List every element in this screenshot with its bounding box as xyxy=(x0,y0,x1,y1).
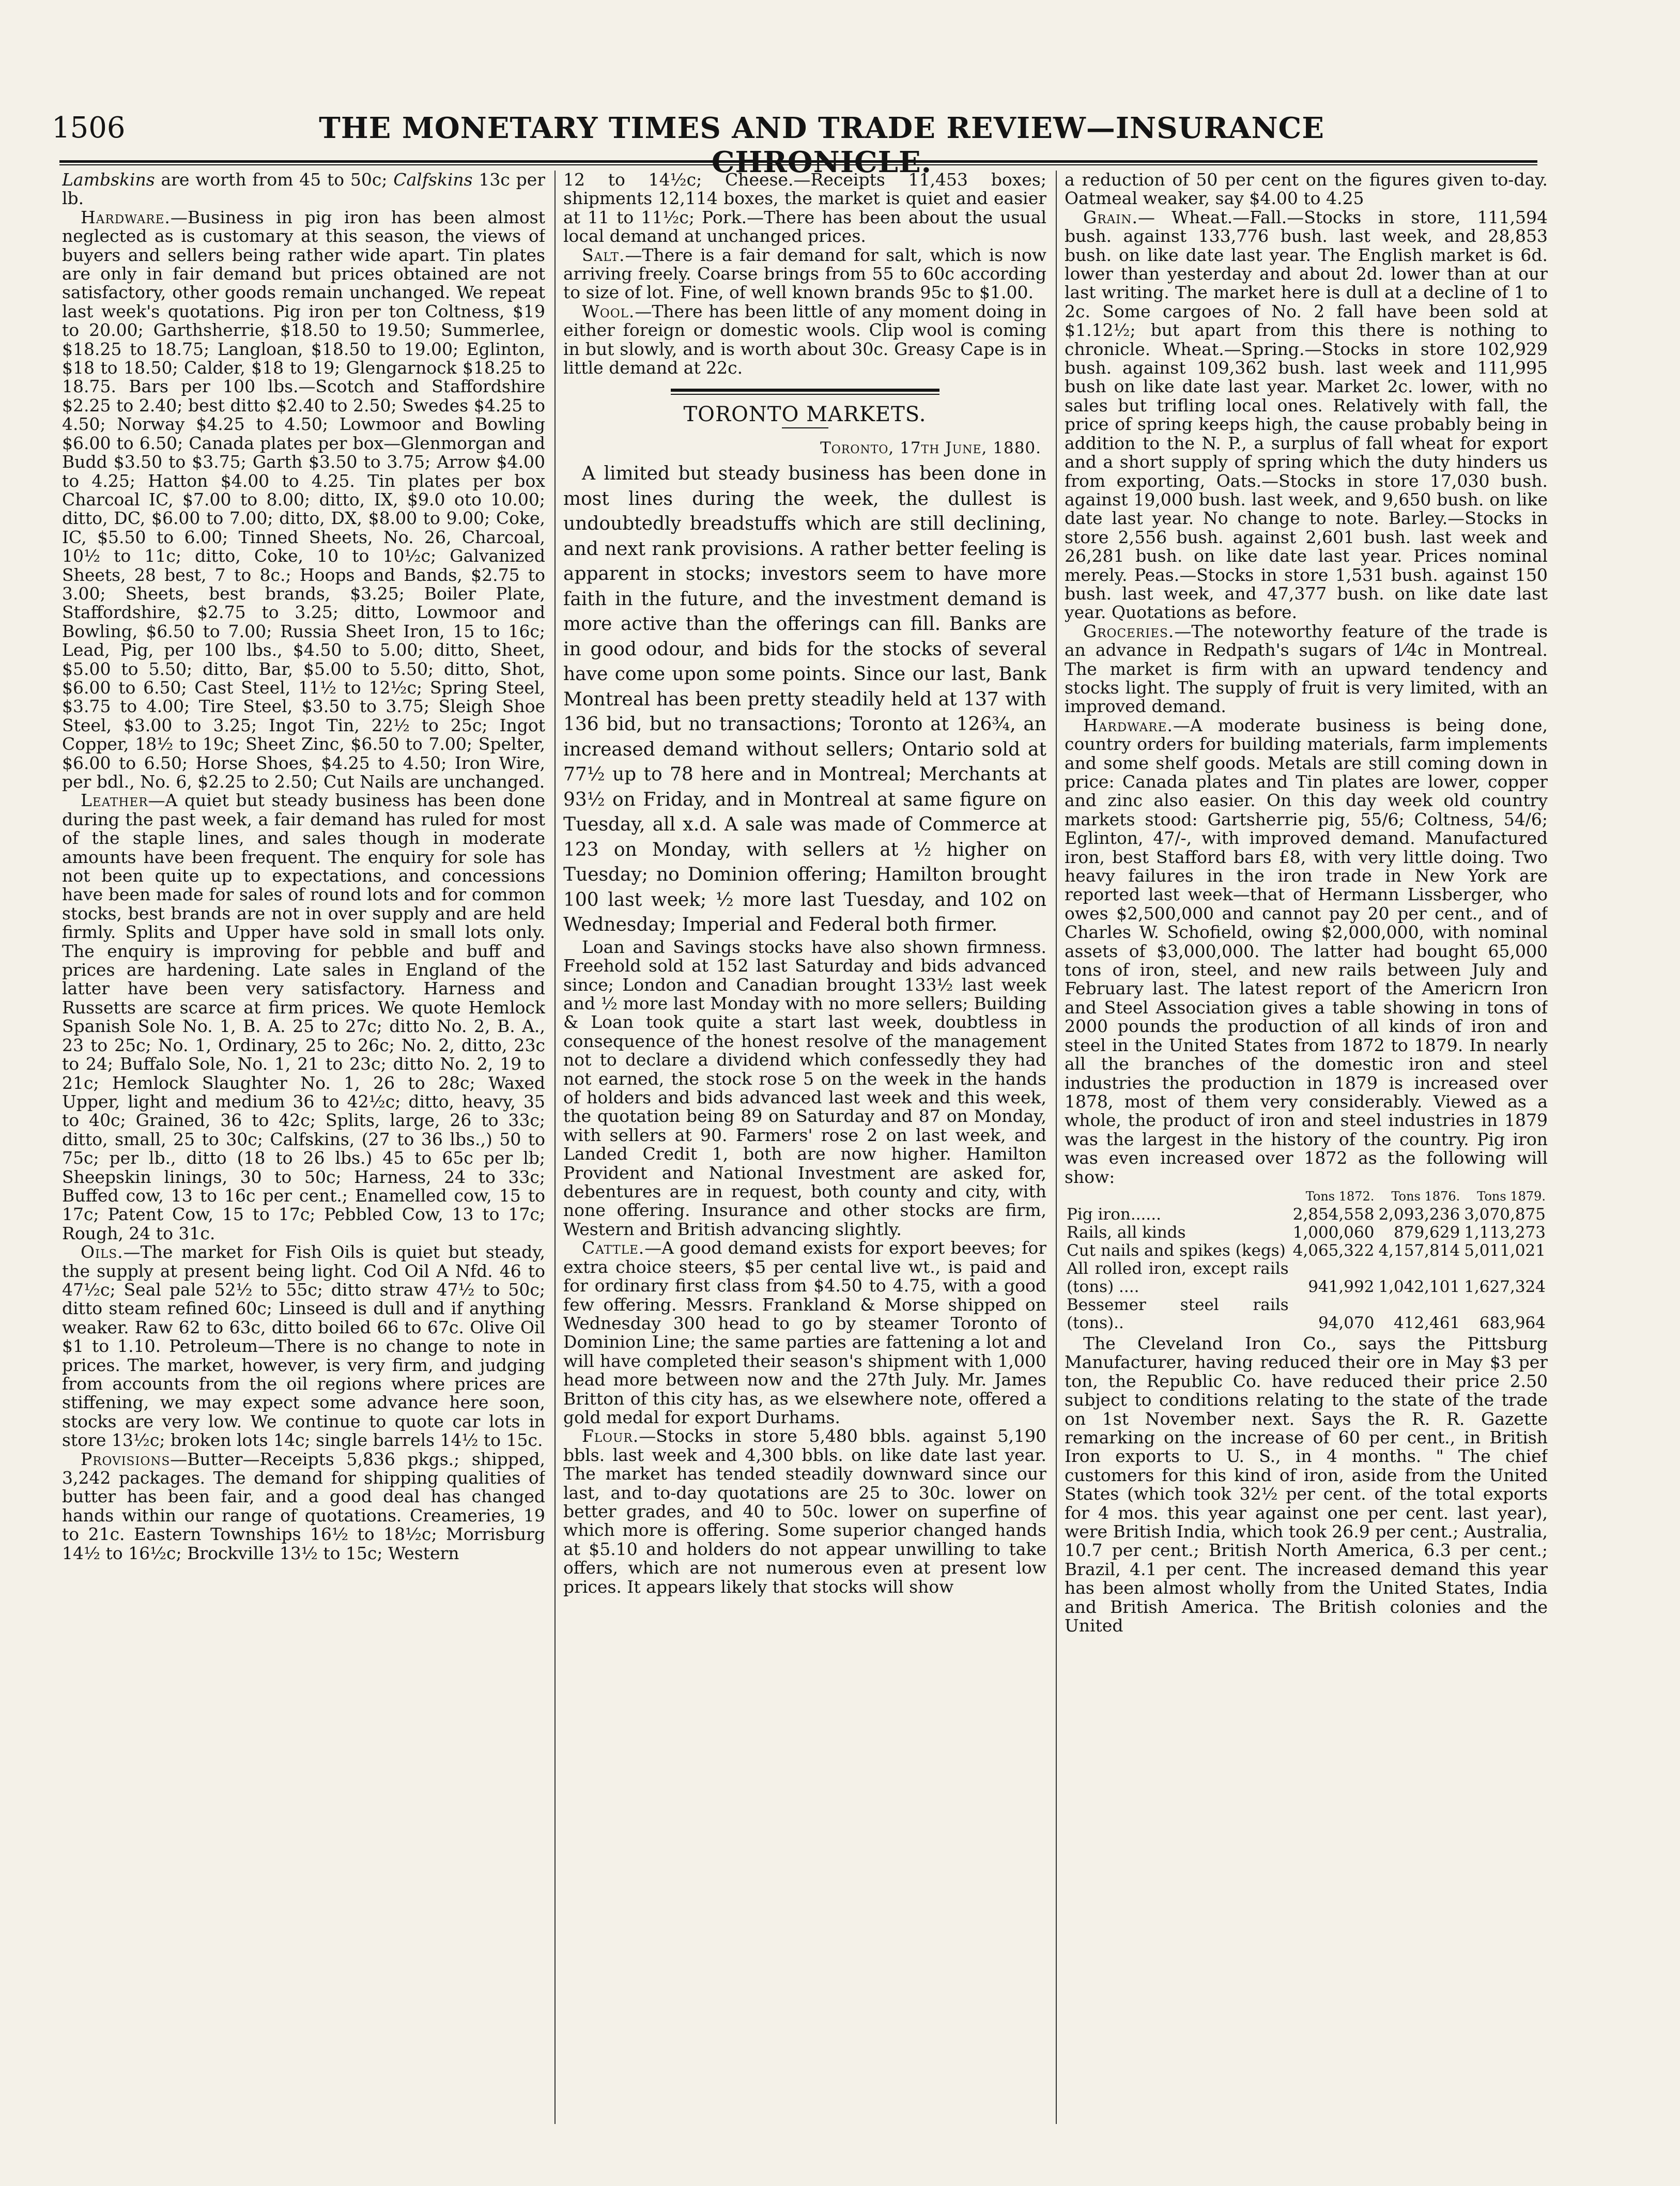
groceries-paragraph xyxy=(1065,622,1548,716)
cell-1876: 412,461 xyxy=(1394,1313,1460,1332)
hardware-toronto-heading: Hardware. xyxy=(1083,715,1173,735)
lambskins-text: are worth from 45 to 50c; xyxy=(155,171,394,190)
table-header: Tons 1876. xyxy=(1391,1189,1460,1204)
row-label: Bessemer steel rails (tons).. xyxy=(1067,1295,1289,1332)
cell-1879: 683,964 xyxy=(1479,1313,1546,1332)
cell-1876: 1,042,101 xyxy=(1378,1277,1460,1296)
cattle-body: —A good demand exists for export beeves; for extra choice steers, $5 per cental live wt., is paid and for ordinary first class from $4.50 to 4.75, with a good few offering. Messrs. Frankland & Morse shipped on Wednesday 300 head to go by steamer Toronto of Dominion Line; the same parties are fattening a lot and will have completed their season's shipment with 1,000 head more between now and the 27th July. Mr. James Britton of this city has, as we elsewhere note, offered a gold medal for export Durhams. xyxy=(563,1238,1046,1427)
running-title: THE MONETARY TIMES AND TRADE REVIEW—INSURANCE CHRONICLE. xyxy=(319,111,1324,179)
groceries-body: —The noteworthy feature of the trade is an advance in Redpath's sugars of 1⁄4c in Montreal. The market is firm with an upward tendency and stocks light. The supply of fruit is very limited, with an improved demand. xyxy=(1065,621,1548,717)
oils-paragraph xyxy=(62,1243,545,1450)
cattle-paragraph xyxy=(563,1239,1046,1427)
table-header: Tons 1879. xyxy=(1477,1189,1546,1204)
grain-body: — Wheat.—Fall.—Stocks in store, 111,594 bush. against 133,776 bush. last week, and 28,853 bush. on like date last year. The English market is 6d. lower than yesterday and about 2d. lower than at our last writing. The market here is dull at a decline of 1 to 2c. Some cargoes of No. 2 fall have been sold at $1.12½; but apart from this there is nothing to chronicle. Wheat.—Spring.—Stocks in store 102,929 bush. against 109,362 bush. last week and 111,995 bush on like date last year. Market 2c. lower, with no sales but trifling local ones. Relatively with fall, the price of spring keeps high, the cause probably being in addition to the N. P., a surplus of fall wheat for export and a short supply of spring which the duty hinders us from exporting, Oats.—Stocks in store 17,030 bush. against 19,000 bush. last week, and 9,650 bush. on like date last year. No change to note. Barley.—Stocks in store 2,556 bush. against 2,601 bush. last week and 26,281 bush. on like date last year. Prices nominal merely. Peas.—Stocks in store 1,531 bush. against 150 bush. last week, and 47,377 bush. on like date last year. Quotations as before. xyxy=(1065,207,1548,623)
hardware-toronto-paragraph xyxy=(1065,716,1548,1187)
salt-heading: Salt. xyxy=(582,244,625,265)
leather-paragraph xyxy=(62,791,545,1243)
table-row xyxy=(1065,1224,1548,1242)
column-divider xyxy=(554,171,556,2124)
toronto-paragraph-1: A limited but steady business has been done in most lines during the week, the dullest is undoubtedly breadstuffs which are still declining, and next rank provisions. A rather better feeling is apparent in stocks; investors seem to have more faith in the future, and the investment demand is more active than the offerings can fill. Banks are in good odour, and bids for the stocks of several have come upon some points. Since our last, Bank Montreal has been pretty steadily held at 137 with 136 bid, but no transactions; Toronto at 126¾, an increased demand without sellers; Ontario sold at 77½ up to 78 here and in Montreal; Merchants at 93½ on Friday, and in Montreal at same figure on Tuesday, all x.d. A sale was made of Commerce at 123 on Monday, with sellers at ½ higher on Tuesday; no Dominion offering; Hamilton brought 100 last week; ½ more last Tuesday, and 102 on Wednesday; Imperial and Federal both firmer. xyxy=(563,463,1046,936)
provisions-heading: Provisions xyxy=(81,1449,171,1469)
table-header: Tons 1872. xyxy=(1305,1189,1375,1204)
cell-1879: 3,070,875 xyxy=(1464,1205,1546,1224)
leather-body: —A quiet but steady business has been done during the past week, a fair demand has ruled for most of the staple lines, and sales though in moderate amounts have been frequent. The enquiry for sole has not been quite up to expectations, and concessions have been made for sales of round lots and for common stocks, best brands are not in over supply and are held firmly. Splits and Upper have sold in small lots only. The enquiry is improving for pebble and buff and prices are hardening. Late sales in England of the latter have been very satisfactory. Harness and Russetts are scarce at firm prices. We quote Hemlock Spanish Sole No. 1, B. A. 25 to 27c; ditto No. 2, B. A., 23 to 25c; No. 1, Ordinary, 25 to 26c; No. 2, ditto, 23c to 24; Buffalo Sole, No. 1, 21 to 23c; ditto No. 2, 19 to 21c; Hemlock Slaughter No. 1, 26 to 28c; Waxed Upper, light and medium 36 to 42½c; ditto, heavy, 35 to 40c; Grained, 36 to 42c; Splits, large, 26 to 33c; ditto, small, 25 to 30c; Calfskins, (27 to 36 lbs.,) 50 to 75c; per lb., ditto (18 to 26 lbs.) 45 to 65c per lb; Sheepskin linings, 30 to 50c; Harness, 24 to 33c; Buffed cow, 13 to 16c per cent.; Enamelled cow, 15 to 17c; Patent Cow, 15 to 17c; Pebbled Cow, 13 to 17c; Rough, 24 to 31c. xyxy=(62,790,545,1243)
lambskins-paragraph xyxy=(62,171,545,208)
wool-paragraph xyxy=(563,302,1046,378)
provisions-paragraph xyxy=(62,1450,545,1563)
oils-body: —The market for Fish Oils is quiet but steady, the supply at present being light. Cod Oil A Nfd. 46 to 47½c; Seal pale 52½ to 55c; ditto straw 47½ to 50c; ditto steam refined 60c; Linseed is dull and if anything weaker. Raw 62 to 63c, ditto boiled 66 to 67c. Olive Oil $1 to 1.10. Petroleum—There is no change to note in prices. The market, however, is very firm, and judging from accounts from the oil regions where prices are stiffening, we may expect some advance here soon, stocks are very low. We continue to quote car lots in store 13½c; broken lots 14c; single barrels 14½ to 15c. xyxy=(62,1242,545,1451)
hardware-paragraph xyxy=(62,208,545,792)
cell-1876: 4,157,814 xyxy=(1378,1241,1460,1260)
hardware-heading: Hardware. xyxy=(81,207,171,227)
row-label: Cut nails and spikes (kegs) xyxy=(1067,1241,1286,1260)
oils-heading: Oils. xyxy=(81,1242,124,1263)
hardware-body: —Business in pig iron has been almost neglected as is customary at this season, the views of buyers and sellers being rather wide apart. Tin plates are only in fair demand but prices obtained are not satisfactory, other goods remain unchanged. We repeat last week's quotations. Pig iron per ton Coltness, $19 to 20.00; Garthsherrie, $18.50 to 19.50; Summerlee, $18.25 to 18.75; Langloan, $18.50 to 19.00; Eglinton, $18 to 18.50; Calder, $18 to 19; Glengarnock $18.25 to 18.75. Bars per 100 lbs.—Scotch and Staffordshire $2.25 to 2.40; best ditto $2.40 to 2.50; Swedes $4.25 to 4.50; Norway $4.25 to 4.50; Lowmoor and Bowling $6.00 to 6.50; Canada plates per box—Glenmorgan and Budd $3.50 to $3.75; Garth $3.50 to 3.75; Arrow $4.00 to 4.25; Hatton $4.00 to 4.25. Tin plates per box Charcoal IC, $7.00 to 8.00; ditto, IX, $9.0 oto 10.00; ditto, DC, $6.00 to 7.00; ditto, DX, $8.00 to 9.00; Coke, IC, $5.50 to 6.00; Tinned Sheets, No. 26, Charcoal, 10½ to 11c; ditto, Coke, 10 to 10½c; Galvanized Sheets, 28 best, 7 to 8c.; Hoops and Bands, $2.75 to 3.00; Sheets, best brands, $3.25; Boiler Plate, Staffordshire, $2.75 to 3.25; ditto, Lowmoor and Bowling, $6.50 to 7.00; Russia Sheet Iron, 15 to 16c; Lead, Pig, per 100 lbs., $4.50 to 5.00; ditto, Sheet, $5.00 to 5.50; ditto, Bar, $5.00 to 5.50; ditto, Shot, $6.00 to 6.50; Cast Steel, 11½ to 12½c; Spring Steel, $3.75 to 4.00; Tire Steel, $3.50 to 3.75; Sleigh Shoe Steel, $3.00 to 3.25; Ingot Tin, 22½ to 25c; Ingot Copper, 18½ to 19c; Sheet Zinc, $6.50 to 7.00; Spelter, $6.00 to 6.50; Horse Shoes, $4.25 to 4.50; Iron Wire, per bdl., No. 6, $2.25 to 2.50; Cut Nails are unchanged. xyxy=(62,207,545,792)
groceries-heading: Groceries. xyxy=(1083,621,1175,641)
cell-1872: 4,065,322 xyxy=(1292,1241,1375,1260)
flour-heading: Flour. xyxy=(582,1426,639,1446)
dateline: Toronto, 17th June, 1880. xyxy=(820,438,1041,457)
lambskins-lead: Lambskins xyxy=(62,171,155,190)
title-rule xyxy=(782,427,828,428)
calfskins-text: 13c per lb. xyxy=(62,171,545,209)
page-number: 1506 xyxy=(52,111,126,145)
cell-1876: 879,629 xyxy=(1394,1223,1460,1242)
provisions-body: —Butter—Receipts 5,836 pkgs.; shipped, 3,242 packages. The demand for shipping qualities of butter has been fair, and a good deal has changed hands within our range of quotations. Creameries, 19 to 21c. Eastern Townships 16½ to 18½c; Morrisburg 14½ to 16½c; Brockville 13½ to 15c; Western xyxy=(62,1449,545,1563)
flour-body: —Stocks in store 5,480 bbls. against 5,190 bbls. last week and 4,300 bbls. on like date last year. The market has tended steadily downward since our last, and to-day quotations are 25 to 30c. lower on better grades, and 40 to 50c. lower on superfine of which more is offering. Some superior changed hands at $5.10 and holders do not appear unwilling to take offers, which are not numerous even at present low prices. It appears likely that stocks will show xyxy=(563,1426,1046,1597)
leather-heading: Leather xyxy=(81,790,148,811)
row-label: Pig iron...... xyxy=(1067,1205,1161,1224)
grain-paragraph xyxy=(1065,208,1548,622)
iron-production-table xyxy=(1065,1188,1548,1332)
row-label: Rails, all kinds xyxy=(1067,1223,1186,1242)
provisions-continued: 12 to 14½c; Cheese.—Receipts 11,453 boxes; shipments 12,114 boxes, the market is quiet and easier at 11 to 11½c; Pork.—There has been about the usual local demand at unchanged prices. xyxy=(563,171,1046,247)
header-rule-thin xyxy=(59,164,1537,165)
column-divider xyxy=(1056,171,1057,2124)
column-1 xyxy=(62,171,545,2124)
cell-1872: 941,992 xyxy=(1308,1277,1375,1296)
calfskins-lead: Calfskins xyxy=(393,171,473,190)
cell-1876: 2,093,236 xyxy=(1378,1205,1460,1224)
table-row xyxy=(1065,1260,1548,1296)
grain-heading: Grain. xyxy=(1083,207,1138,227)
table-header xyxy=(1065,1188,1291,1206)
column-3 xyxy=(1065,171,1548,2124)
column-2 xyxy=(563,171,1046,2124)
salt-body: —There is a fair demand for salt, which is now arriving freely. Coarse brings from 55 to 60c according to size of lot. Fine, of well known brands 95c to $1.00. xyxy=(563,244,1046,303)
cleveland-paragraph: The Cleveland Iron Co., says the Pittsburg Manufacturer, having reduced their ore in May $3 per ton, the Republic Co. have reduced their price 2.50 subject to conditions relating to the state of the trade on 1st November next. Says the R. R. Gazette remarking on the increase of 60 per cent., in British Iron exports to U. S., in 4 months. " The chief customers for this kind of iron, aside from the United States (which took 32½ per cent. of the total exports for 4 mos. this year against one per cent. last year), were British India, which took 26.9 per cent.; Australia, 10.7 per cent.; British North America, 6.3 per cent.; Brazil, 4.1 per cent. The increased demand this year has been almost wholly from the United States, India and British America. The British colonies and the United xyxy=(1065,1333,1548,1636)
cell-1879: 1,627,324 xyxy=(1464,1277,1546,1296)
section-rule xyxy=(671,389,939,395)
header-rule xyxy=(59,160,1537,163)
hardware-toronto-body: —A moderate business is being done, country orders for building materials, farm implements and some shelf goods. Metals are still coming down in price: Canada plates and Tin plates are lower, copper and zinc also easier. On this day week old country markets stood: Gartsherrie pig, 55/6; Coltness, 54/6; Eglinton, 47/-, with improved demand. Manufactured iron, best Stafford bars £8, with very little doing. Two heavy failures in the iron trade in New York are reported last week—that of Hermann Lissberger, who owes $2,500,000 and cannot pay 20 per cent., and of Charles W. Schofield, owing $2,000,000, with nominal assets of $3,000,000. The latter had bought 65,000 tons of iron, steel, and new rails between July and February last. The latest report of the Americrn Iron and Steel Association gives a table showing in tons of 2000 pounds the production of all kinds of iron and steel in the United States from 1872 to 1879. In nearly all the branches of the domestic iron and steel industries the production in 1879 is increased over 1878, most of them very considerably. Viewed as a whole, the product of iron and steel industries in 1879 was the largest in the history of the country. Pig iron was even increased over 1872 as the following will show: xyxy=(1065,715,1548,1187)
cell-1872: 94,070 xyxy=(1318,1313,1375,1332)
toronto-paragraph-2: Loan and Savings stocks have also shown firmness. Freehold sold at 152 last Saturday and bids advanced since; London and Canadian brought 133½ last week and ½ more last Monday with no more sellers; Building & Loan took quite a start last week, doubtless in consequence of the honest resolve of the management not to declare a dividend which confessedly they had not earned, the stock rose 5 on the week in the hands of holders and bids advanced last week and this week, the quotation being 89 on Saturday and 87 on Monday, with sellers at 90. Farmers' rose 2 on last week, and Landed Credit 1, both are now higher. Hamilton Provident and National Investment are asked for, debentures are in request, both county and city, with none offering. Insurance and other stocks are firm, Western and British advancing slightly. xyxy=(563,936,1046,1239)
cell-1872: 2,854,558 xyxy=(1292,1205,1375,1224)
table-header-row xyxy=(1065,1188,1548,1206)
cell-1872: 1,000,060 xyxy=(1292,1223,1375,1242)
toronto-markets-title: TORONTO MARKETS. xyxy=(683,403,927,427)
cell-1879: 5,011,021 xyxy=(1464,1241,1546,1260)
flour-paragraph xyxy=(563,1427,1046,1596)
row-label: All rolled iron, except rails (tons) .... xyxy=(1067,1259,1289,1296)
table-row xyxy=(1065,1296,1548,1332)
cattle-heading: Cattle. xyxy=(582,1238,645,1258)
cell-1879: 1,113,273 xyxy=(1464,1223,1546,1242)
page-header xyxy=(52,111,1602,179)
wool-body: —There has been little of any moment doing in either foreign or domestic wools. Clip wool is coming in but slowly, and is worth about 30c. Greasy Cape is in little demand at 22c. xyxy=(563,301,1046,378)
salt-paragraph xyxy=(563,246,1046,302)
flour-continued: a reduction of 50 per cent on the figures given to-day. Oatmeal weaker, say $4.00 to 4.25 xyxy=(1065,171,1548,209)
wool-heading: Wool. xyxy=(582,301,635,321)
table-row xyxy=(1065,1206,1548,1224)
table-row xyxy=(1065,1242,1548,1260)
